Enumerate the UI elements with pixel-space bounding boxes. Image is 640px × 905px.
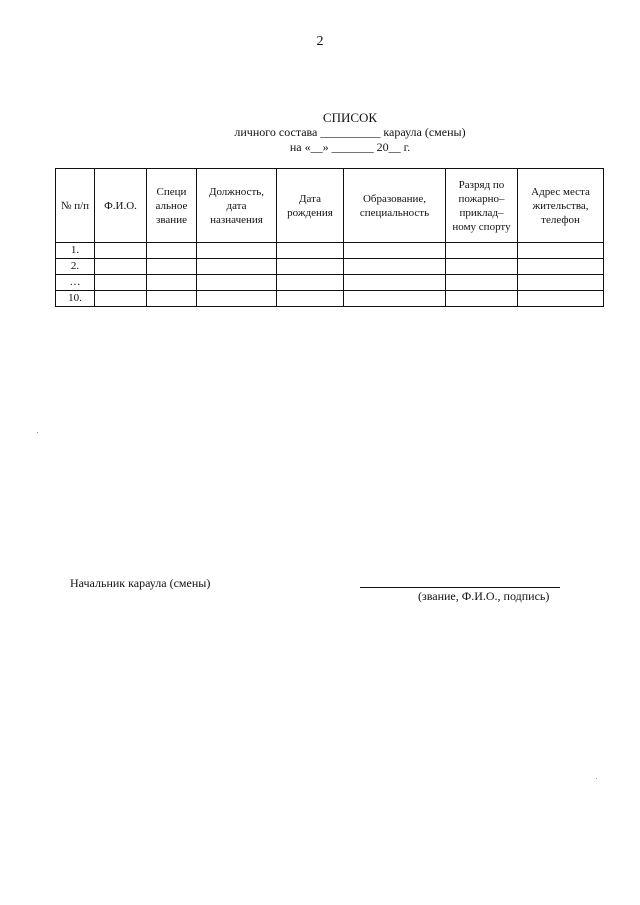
scan-speck	[596, 778, 597, 779]
table-header-row	[56, 169, 604, 243]
chief-label: Начальник караула (смены)	[70, 576, 211, 590]
column-header: Образование, специальность	[344, 169, 446, 243]
table-cell	[446, 275, 518, 291]
table-cell	[95, 275, 147, 291]
table-cell	[518, 275, 604, 291]
table-cell	[147, 259, 197, 275]
table-cell	[147, 291, 197, 307]
table-row	[56, 259, 604, 275]
document-subtitle-crew: личного состава __________ караула (смены)	[234, 125, 466, 139]
table-cell	[197, 259, 277, 275]
column-header: Дата рождения	[277, 169, 344, 243]
table-cell	[95, 291, 147, 307]
table-cell	[147, 243, 197, 259]
table-cell	[197, 275, 277, 291]
table-cell-number: 2.	[56, 259, 95, 275]
table-cell	[518, 243, 604, 259]
scan-speck	[37, 432, 38, 433]
table-row	[56, 243, 604, 259]
table-cell	[344, 291, 446, 307]
column-header: Должность, дата назначения	[197, 169, 277, 243]
roster-table	[55, 168, 604, 307]
document-subtitle-date: на «__» _______ 20__ г.	[289, 140, 411, 154]
table-cell	[277, 259, 344, 275]
table-cell	[147, 275, 197, 291]
table-cell	[95, 259, 147, 275]
table-cell	[518, 259, 604, 275]
table-cell	[95, 243, 147, 259]
table-cell	[344, 243, 446, 259]
signature-caption: (звание, Ф.И.О., подпись)	[418, 589, 550, 603]
column-header: Разряд по пожарно– приклад– ному спорту	[446, 169, 518, 243]
page-number: 2	[316, 34, 324, 49]
document-title: СПИСОК	[322, 110, 378, 125]
table-cell	[518, 291, 604, 307]
table-cell	[344, 259, 446, 275]
table-cell	[277, 291, 344, 307]
column-header: Специ альное звание	[147, 169, 197, 243]
table-cell	[197, 243, 277, 259]
table-row	[56, 275, 604, 291]
table-cell	[197, 291, 277, 307]
table-cell	[446, 243, 518, 259]
column-header: № п/п	[56, 169, 95, 243]
table-cell	[344, 275, 446, 291]
table-cell	[277, 243, 344, 259]
table-cell	[446, 259, 518, 275]
signature-line	[360, 587, 560, 588]
column-header: Ф.И.О.	[95, 169, 147, 243]
table-cell-number: …	[56, 275, 95, 291]
column-header: Адрес места жительства, телефон	[518, 169, 604, 243]
table-row	[56, 291, 604, 307]
table-cell-number: 10.	[56, 291, 95, 307]
table-cell	[277, 275, 344, 291]
table-cell	[446, 291, 518, 307]
table-cell-number: 1.	[56, 243, 95, 259]
